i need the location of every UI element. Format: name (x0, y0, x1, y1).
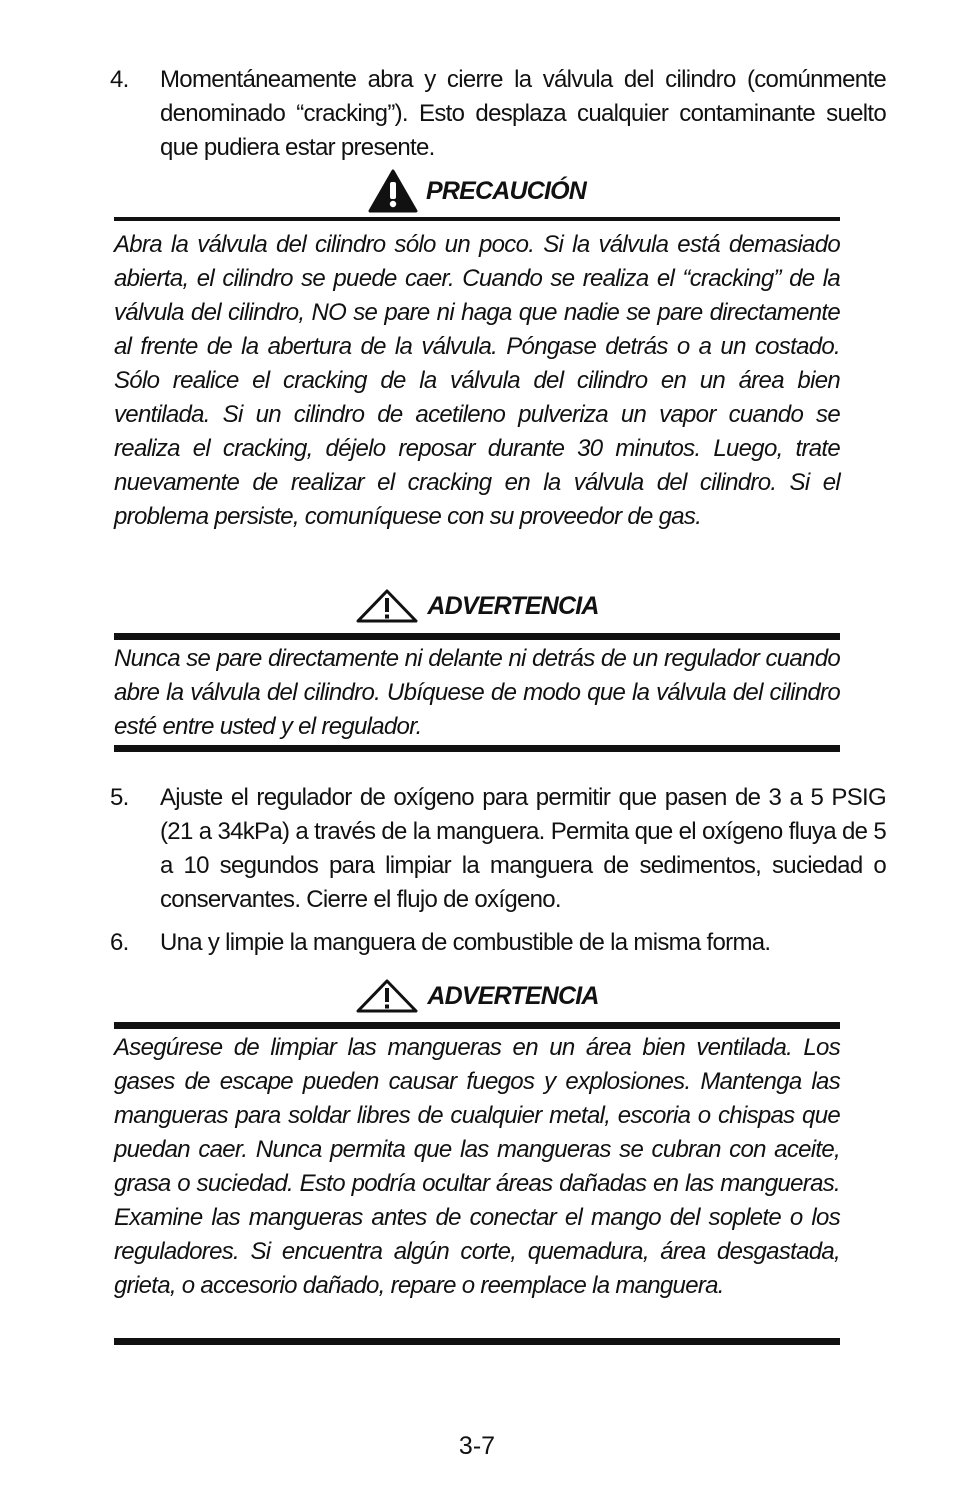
warning-2-text: Asegúrese de limpiar las mangueras en un área bien ventilada. Los gases de escape pueden causar fuegos y explosiones. Mantenga las mangueras para soldar libres de cualquier metal, escoria o chispas que puedan caer. Nunca permita que las mangueras se cubran con aceite, grasa o suciedad. Esto podría ocultar áreas dañadas en las mangueras. Examine las mangueras antes de conectar el mango del soplete o los reguladores. Si encuentra algún corte, quemadura, área desgastada, grieta, o accesorio dañado, repare o reemplace la manguera. (114, 1034, 840, 1299)
step-text: Una y limpie la manguera de combustible de la misma forma. (160, 929, 771, 956)
warning-label-2: ADVERTENCIA (427, 981, 599, 1010)
step-4 (110, 63, 886, 165)
caution-top-rule (114, 217, 840, 221)
step-text: Ajuste el regulador de oxígeno para permitir que pasen de 3 a 5 PSIG (21 a 34kPa) a través de la manguera. Permita que el oxígeno fluya de 5 a 10 segundos para limpiar la manguera de sedimentos, suciedad o conservantes. Cierre el flujo de oxígeno. (160, 784, 886, 913)
step-number: 6. (110, 929, 129, 956)
step-number: 4. (110, 66, 129, 93)
step-text: Momentáneamente abra y cierre la válvula del cilindro (comúnmente denominado “cracking”). Esto desplaza cualquier contaminante suelto que pudiera estar presente. (160, 66, 886, 161)
warning-1-bottom-rule (114, 745, 840, 752)
page-number: 3-7 (458, 1432, 496, 1460)
caution-label: PRECAUCIÓN (425, 176, 587, 205)
step-6 (110, 926, 886, 960)
warning-outline-triangle-icon (355, 978, 419, 1014)
caution-text: Abra la válvula del cilindro sólo un poco. Si la válvula está demasiado abierta, el cilindro se puede caer. Cuando se realiza el “cracking” de la válvula del cilindro, NO se pare ni haga que nadie se pare directamente al frente de la abertura de la válvula. Póngase detrás o a un costado. Sólo realice el cracking de la válvula del cilindro en un área bien ventilada. Si un cilindro de acetileno pulveriza un vapor cuando se realiza el cracking, déjelo reposar durante 30 minutos. Luego, trate nuevamente de realizar el cracking en la válvula del cilindro. Si el problema persiste, comuníquese con su proveedor de gas. (114, 231, 840, 530)
warning-2-top-rule (114, 1022, 840, 1029)
step-5 (110, 781, 886, 917)
warning-1-top-rule (114, 633, 840, 640)
caution-heading (114, 169, 840, 213)
step-number: 5. (110, 784, 129, 811)
warning-label-1: ADVERTENCIA (427, 591, 599, 620)
warning-outline-triangle-icon (355, 588, 419, 624)
warning-1-text: Nunca se pare directamente ni delante ni detrás de un regulador cuando abre la válvula del cilindro. Ubíquese de modo que la válvula del cilindro esté entre usted y el regulador. (114, 645, 840, 740)
warning-2-bottom-rule (114, 1338, 840, 1345)
warning-heading-1 (114, 584, 840, 628)
warning-heading-2 (114, 974, 840, 1018)
caution-filled-triangle-icon (368, 169, 418, 213)
